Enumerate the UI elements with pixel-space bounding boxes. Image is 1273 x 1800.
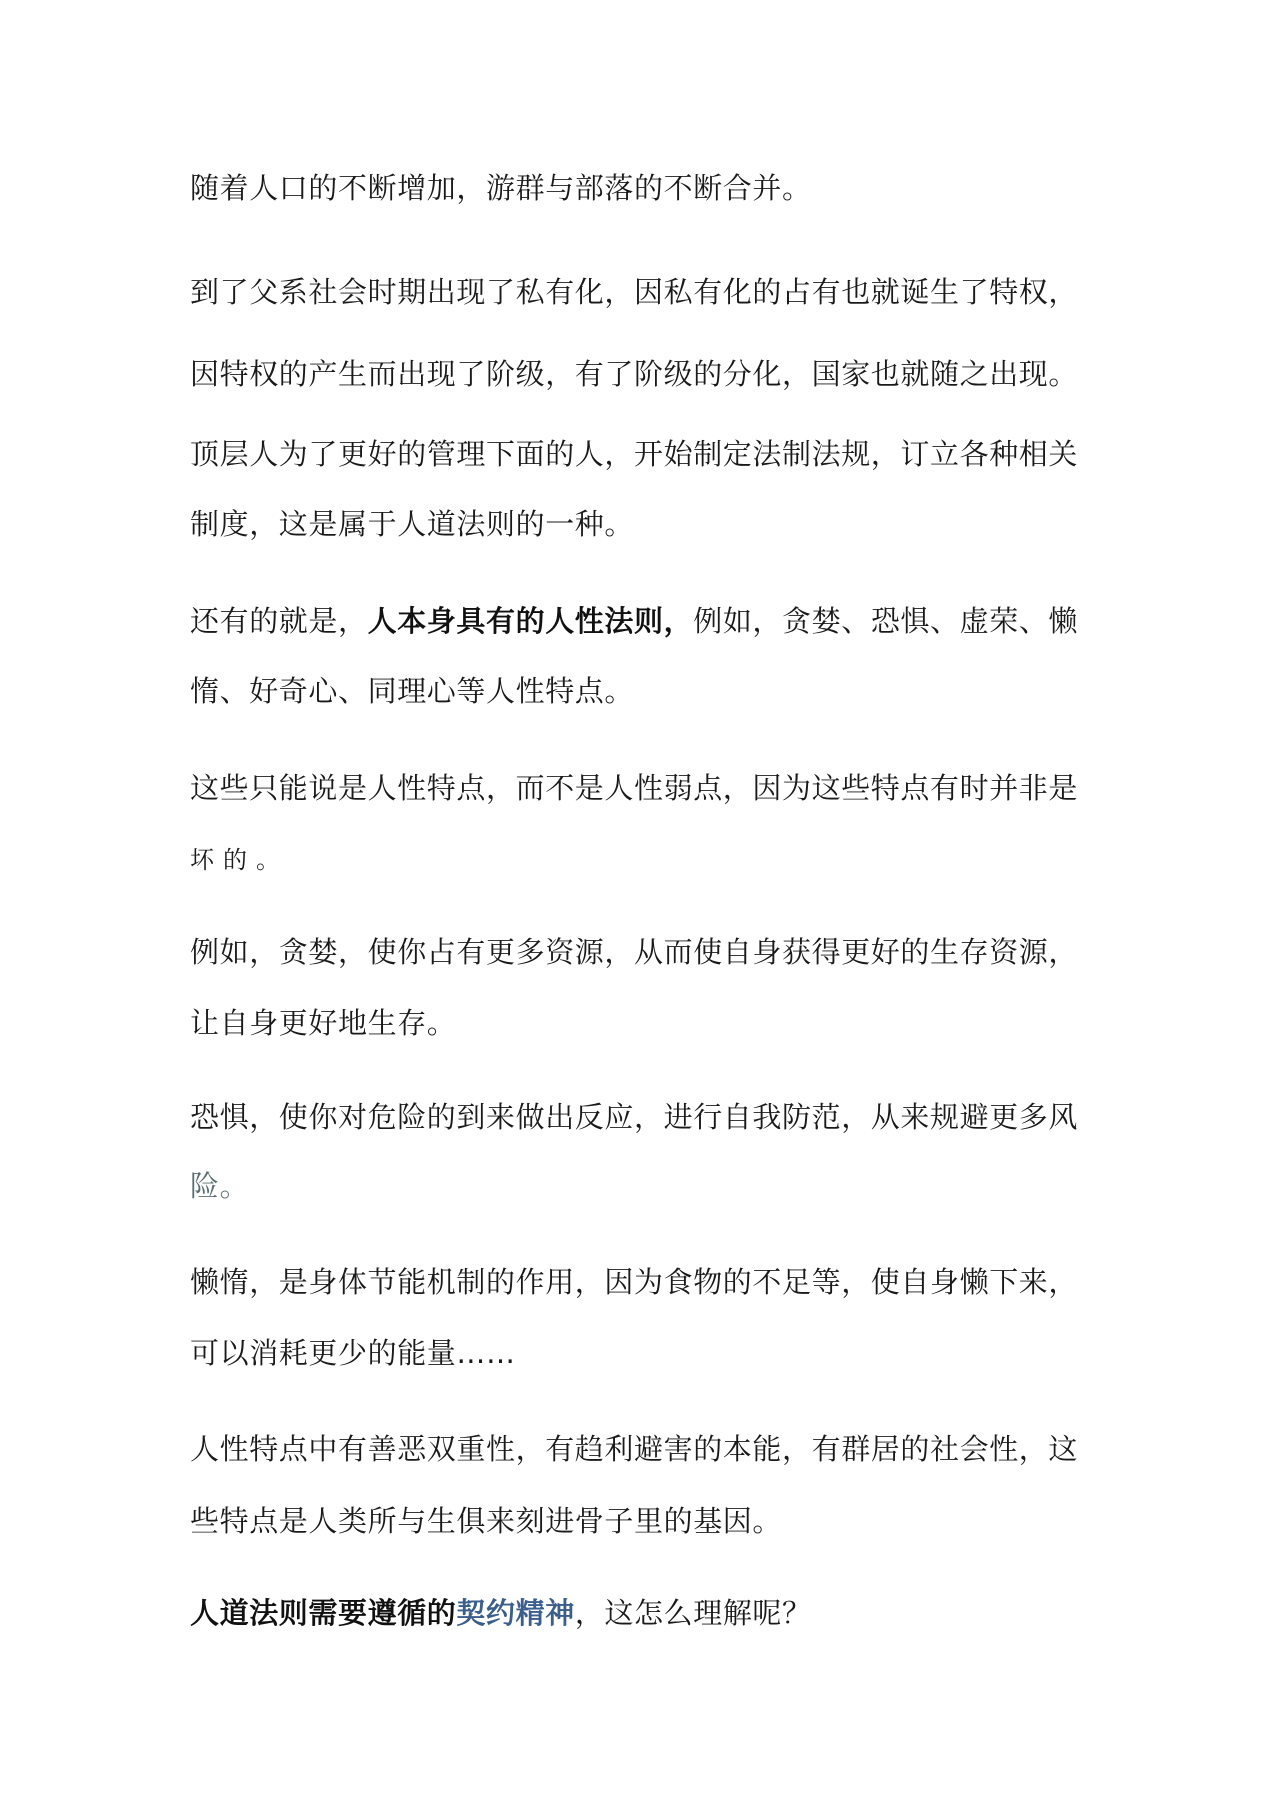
paragraph-line: 让自身更好地生存。 [190, 1006, 457, 1040]
paragraph-line: 因特权的产生而出现了阶级，有了阶级的分化，国家也就随之出现。 [190, 357, 1079, 391]
paragraph-line: 这些只能说是人性特点，而不是人性弱点，因为这些特点有时并非是 [190, 771, 1079, 805]
paragraph-line: 可以消耗更少的能量…… [190, 1336, 516, 1370]
bold-emphasis: 人本身具有的人性法则， [367, 604, 694, 638]
text-run: ，这怎么理解呢？ [574, 1596, 812, 1630]
paragraph-line: 些特点是人类所与生俱来刻进骨子里的基因。 [190, 1504, 783, 1538]
paragraph-line: 坏的。 [190, 846, 289, 874]
paragraph-line: 险。 [190, 1169, 250, 1203]
paragraph-line: 惰、好奇心、同理心等人性特点。 [190, 674, 635, 708]
paragraph-line-mixed [190, 601, 1078, 641]
paragraph-line: 懒惰，是身体节能机制的作用，因为食物的不足等，使自身懒下来， [190, 1265, 1079, 1299]
paragraph-line: 到了父系社会时期出现了私有化，因私有化的占有也就诞生了特权， [190, 275, 1079, 309]
paragraph-line: 人性特点中有善恶双重性，有趋利避害的本能，有群居的社会性，这 [190, 1432, 1079, 1466]
paragraph-line: 制度，这是属于人道法则的一种。 [190, 507, 635, 541]
bold-emphasis: 人道法则需要遵循的 [190, 1596, 457, 1630]
text-run: 例如，贪婪、恐惧、虚荣、懒 [693, 604, 1079, 638]
keyword-link[interactable]: 契约精神 [456, 1596, 575, 1630]
text-run: 还有的就是， [190, 604, 368, 638]
paragraph-line: 随着人口的不断增加，游群与部落的不断合并。 [190, 171, 812, 205]
paragraph-line: 顶层人为了更好的管理下面的人，开始制定法制法规，订立各种相关 [190, 437, 1079, 471]
section-question [190, 1593, 812, 1633]
paragraph-line: 恐惧，使你对危险的到来做出反应，进行自我防范，从来规避更多风 [190, 1100, 1079, 1134]
paragraph-line: 例如，贪婪，使你占有更多资源，从而使自身获得更好的生存资源， [190, 935, 1079, 969]
